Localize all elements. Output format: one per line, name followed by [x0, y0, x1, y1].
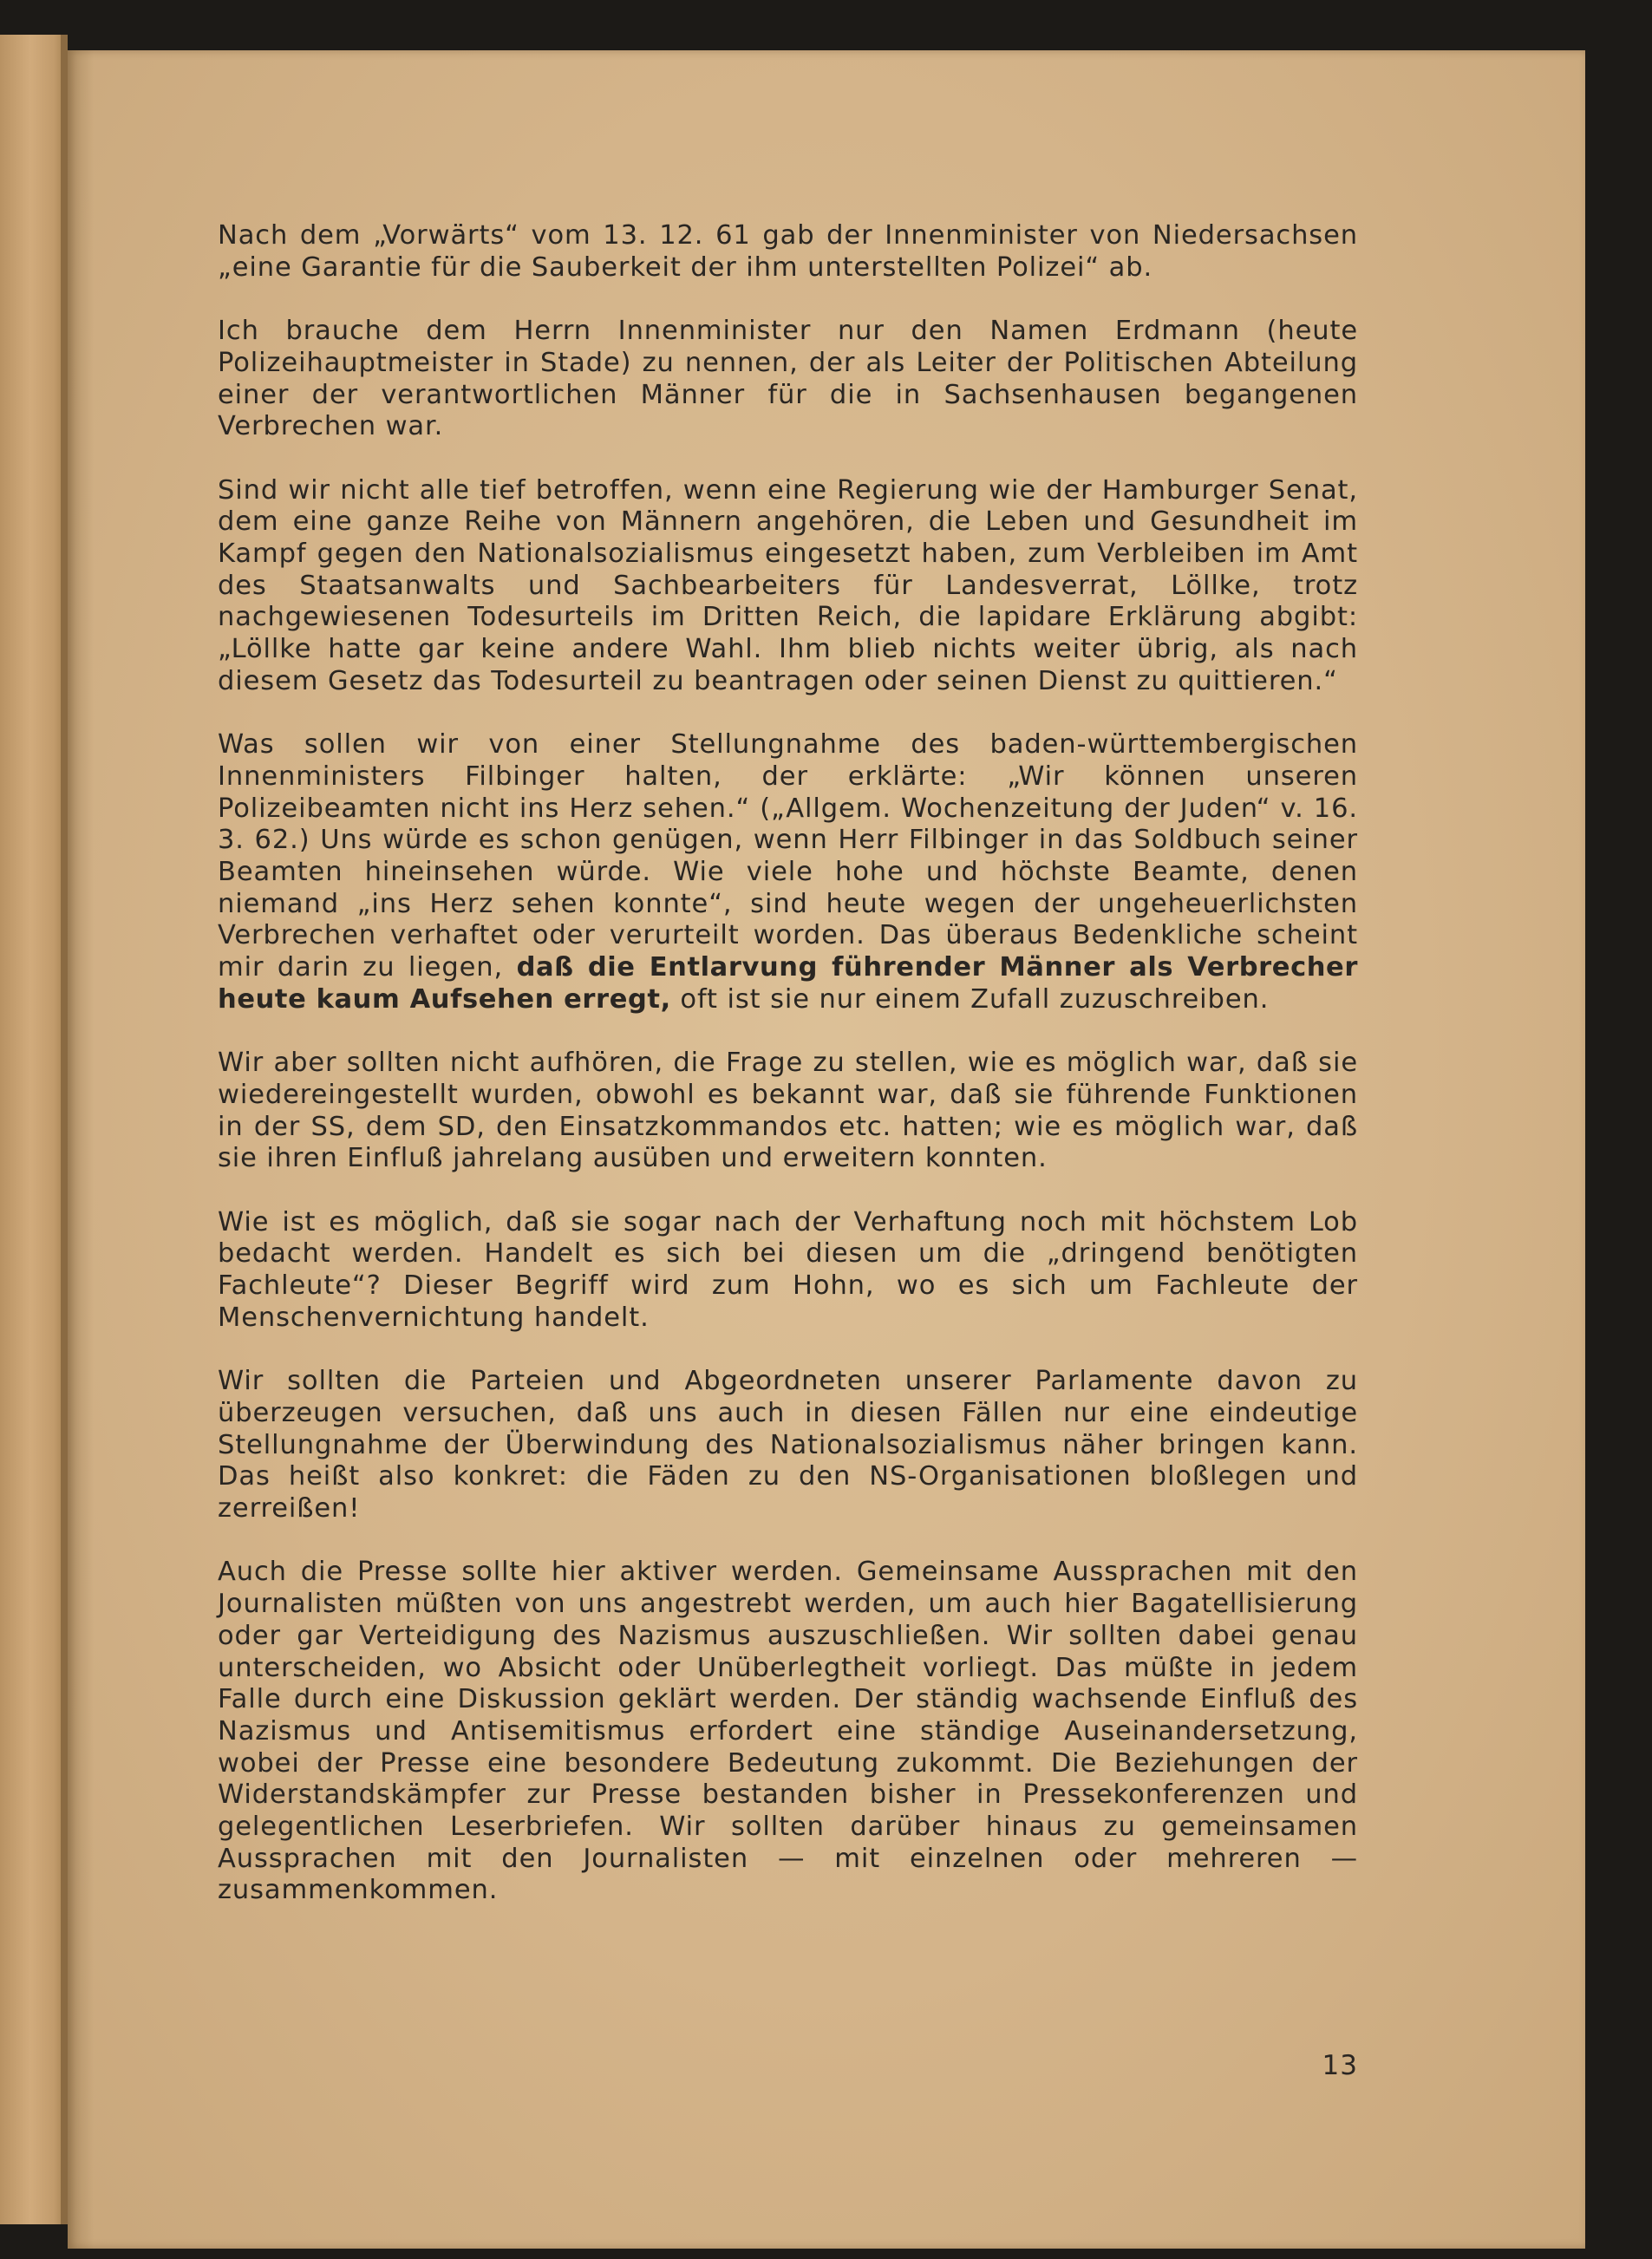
paragraph-4: [218, 729, 1358, 1015]
paragraph-4-emphasis: daß die Entlarvung führender Männer als Verbrecher heute kaum Aufsehen erregt,: [218, 952, 1358, 1015]
page-number: 13: [1322, 2050, 1358, 2081]
paragraph-4-end: oft ist sie nur einem Zufall zuzuschreiben.: [670, 983, 1270, 1015]
paragraph-3: Sind wir nicht alle tief betroffen, wenn eine Regierung wie der Hamburger Senat, dem eine ganze Reihe von Männern angehören, die Leben und Gesundheit im Kampf gegen den Nationalsozialismus eingesetzt haben, zum Verbleiben im Amt des Staatsanwalts und Sachbearbeiters für Landesverrat, Löllke, trotz nachgewiesenen Todesurteils im Dritten Reich, die lapidare Erklärung abgibt: „Löllke hatte gar keine andere Wahl. Ihm blieb nichts weiter übrig, als nach diesem Gesetz das Todesurteil zu beantragen oder seinen Dienst zu quittieren.“: [218, 474, 1358, 696]
body-text: [218, 220, 1358, 1907]
paragraph-4-start: Was sollen wir von einer Stellungnahme des baden-württembergischen Innenministers Filbinger halten, der erklärte: „Wir können unseren Polizeibeamten nicht ins Herz sehen.“ („Allgem. Wochenzeitung der Juden“ v. 16. 3. 62.) Uns würde es schon genügen, wenn Herr Filbinger in das Soldbuch seiner Beamten hineinsehen würde. Wie viele hohe und höchste Beamte, denen niemand „ins Herz sehen konnte“, sind heute wegen der ungeheuerlichsten Verbrechen verhaftet oder verurteilt worden. Das überaus Bedenkliche scheint mir darin zu liegen,: [218, 729, 1358, 983]
paragraph-1: Nach dem „Vorwärts“ vom 13. 12. 61 gab der Innenminister von Niedersachsen „eine Garantie für die Sauberkeit der ihm unterstellten Polizei“ ab.: [218, 220, 1358, 283]
paragraph-6: Wie ist es möglich, daß sie sogar nach der Verhaftung noch mit höchstem Lob bedacht werden. Handelt es sich bei diesen um die „dringend benötigten Fachleute“? Dieser Begriff wird zum Hohn, wo es sich um Fachleute der Menschenvernichtung handelt.: [218, 1206, 1358, 1333]
page-gutter-shadow: [68, 50, 94, 2249]
paragraph-5: Wir aber sollten nicht aufhören, die Frage zu stellen, wie es möglich war, daß sie wiedereingestellt wurden, obwohl es bekannt war, daß sie führende Funktionen in der SS, dem SD, den Einsatzkommandos etc. hatten; wie es möglich war, daß sie ihren Einfluß jahrelang ausüben und erweitern konnten.: [218, 1048, 1358, 1174]
binding-edge: [61, 35, 68, 2224]
paragraph-8: Auch die Presse sollte hier aktiver werden. Gemeinsame Aussprachen mit den Journalisten müßten von uns angestrebt werden, um auch hier Bagatellisierung oder gar Verteidigung des Nazismus auszuschließen. Wir sollten dabei genau unterscheiden, wo Absicht oder Unüberlegtheit vorliegt. Das müßte in jedem Falle durch eine Diskussion geklärt werden. Der ständig wachsende Einfluß des Nazismus und Antisemitismus erfordert eine ständige Auseinandersetzung, wobei der Presse eine besondere Bedeutung zukommt. Die Beziehungen der Widerstandskämpfer zur Presse bestanden bisher in Pressekonferenzen und gelegentlichen Leserbriefen. Wir sollten darüber hinaus zu gemeinsamen Aussprachen mit den Journalisten — mit einzelnen oder mehreren — zusammenkommen.: [218, 1557, 1358, 1906]
left-page-edge: [0, 35, 68, 2224]
paragraph-2: Ich brauche dem Herrn Innenminister nur den Namen Erdmann (heute Polizeihauptmeister in Stade) zu nennen, der als Leiter der Politischen Abteilung einer der verantwortlichen Männer für die in Sachsenhausen begangenen Verbrechen war.: [218, 316, 1358, 442]
paragraph-7: Wir sollten die Parteien und Abgeordneten unserer Parlamente davon zu überzeugen versuchen, daß uns auch in diesen Fällen nur eine eindeutige Stellungnahme der Überwindung des Nationalsozialismus näher bringen kann. Das heißt also konkret: die Fäden zu den NS-Organisationen bloßlegen und zerreißen!: [218, 1366, 1358, 1524]
